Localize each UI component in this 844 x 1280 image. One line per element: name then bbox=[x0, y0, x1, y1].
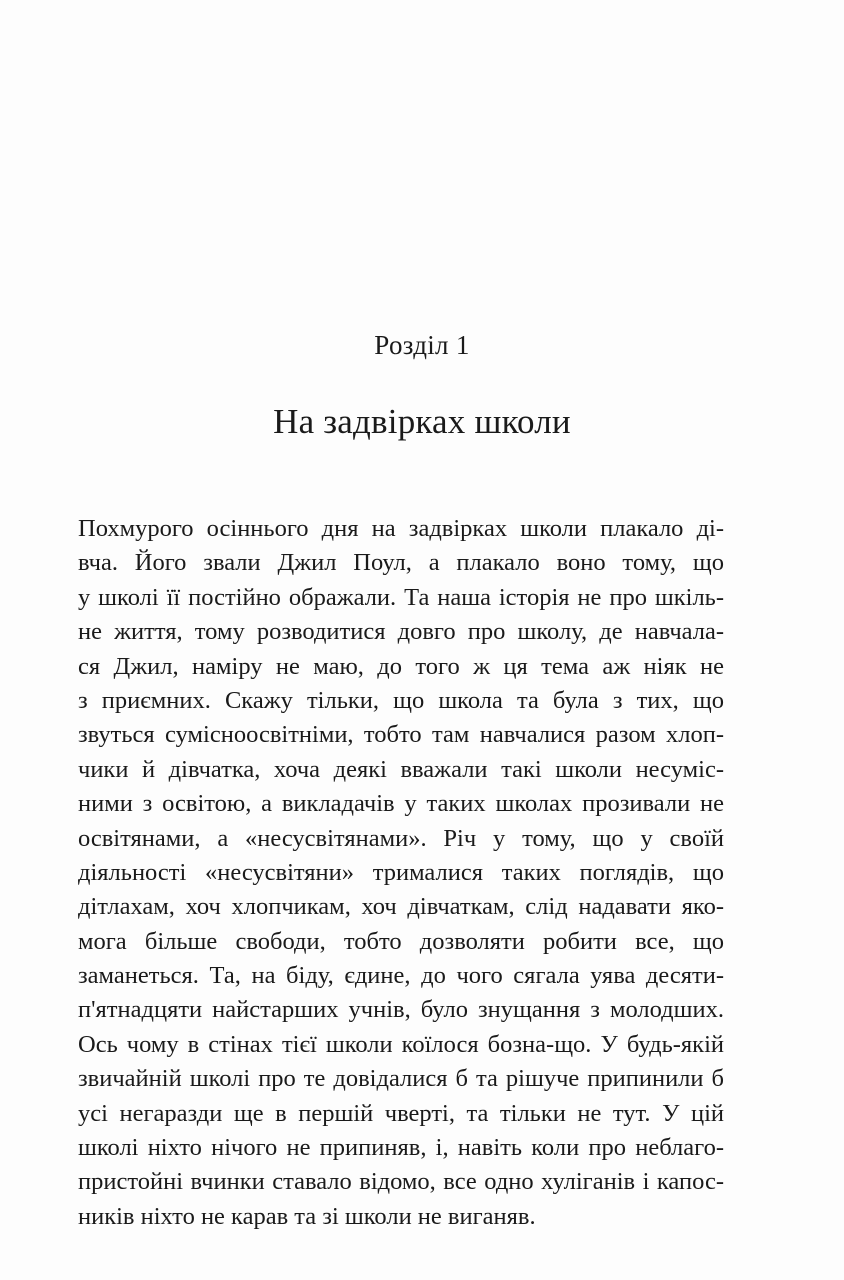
text-line: з приємних. Скажу тільки, що школа та була з тих, що bbox=[78, 686, 724, 714]
text-line: ників ніхто не карав та зі школи не виганяв. bbox=[78, 1202, 536, 1230]
text-line: чики й дівчатка, хоча деякі вважали такі школи несуміс- bbox=[78, 755, 724, 783]
text-line: звичайній школі про те довідалися б та рішуче припинили б bbox=[78, 1065, 724, 1093]
text-line: звуться сумісноосвітніми, тобто там навчалися разом хлоп- bbox=[78, 721, 724, 749]
text-line: освітянами, а «несусвітянами». Річ у тому, що у своїй bbox=[78, 824, 724, 852]
chapter-number: Розділ 1 bbox=[374, 330, 470, 360]
chapter-title: На задвірках школи bbox=[273, 402, 571, 441]
text-line: ними з освітою, а викладачів у таких школах прозивали не bbox=[78, 790, 724, 818]
text-line: ся Джил, наміру не маю, до того ж ця тема аж ніяк не bbox=[78, 652, 724, 680]
text-line: не життя, тому розводитися довго про школу, де навчала- bbox=[78, 618, 724, 646]
text-line: у школі її постійно ображали. Та наша історія не про шкіль- bbox=[78, 583, 724, 611]
text-line: мога більше свободи, тобто дозволяти робити все, що bbox=[78, 927, 724, 955]
text-line: вча. Його звали Джил Поул, а плакало воно тому, що bbox=[78, 549, 724, 577]
text-line: Похмурого осіннього дня на задвірках школи плакало ді- bbox=[78, 515, 724, 542]
text-line: пристойні вчинки ставало відомо, все одно хуліганів і капос- bbox=[78, 1168, 724, 1196]
text-line: школі ніхто нічого не припиняв, і, навіть коли про неблаго- bbox=[78, 1134, 724, 1162]
text-line: Ось чому в стінах тієї школи коїлося бозна-що. У будь-якій bbox=[78, 1030, 724, 1058]
text-line: усі негаразди ще в першій чверті, та тільки не тут. У цій bbox=[78, 1099, 724, 1127]
text-line: заманеться. Та, на біду, єдине, до чого сягала уява десяти- bbox=[78, 962, 724, 990]
body-paragraph bbox=[78, 512, 724, 1234]
text-line: п'ятнадцяти найстарших учнів, було знущання з молодших. bbox=[78, 996, 724, 1024]
text-line: діяльності «несусвітяни» трималися таких поглядів, що bbox=[78, 858, 724, 886]
text-line: дітлахам, хоч хлопчикам, хоч дівчаткам, слід надавати яко- bbox=[78, 893, 724, 921]
